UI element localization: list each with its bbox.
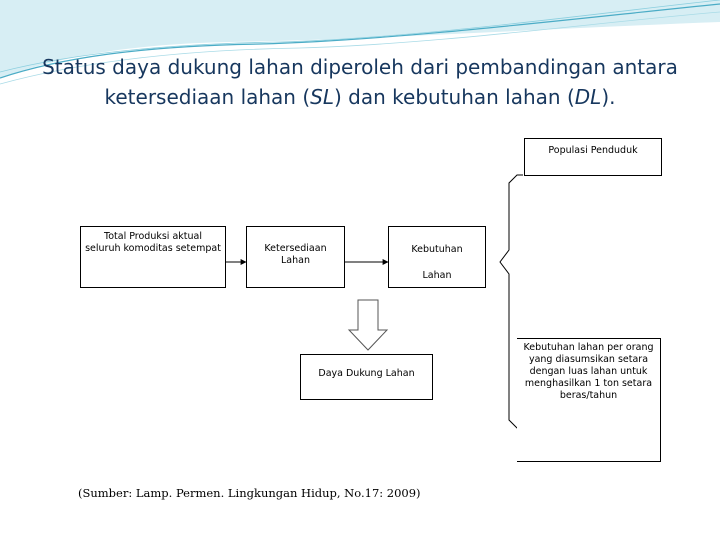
kebutuhan-line-2: Lahan [422, 270, 452, 281]
title-line-1: Status daya dukung lahan diperoleh dari pembandingan antara [42, 55, 678, 79]
per-orang-line-2: yang diasumsikan setara [528, 354, 649, 365]
box-populasi-penduduk [524, 138, 662, 176]
populasi-label: Populasi Penduduk [548, 145, 638, 156]
total-line-2: seluruh komoditas setempat [85, 243, 221, 254]
source-citation: (Sumber: Lamp. Permen. Lingkungan Hidup, No.17: 2009) [78, 486, 421, 500]
title-sl: SL [310, 85, 334, 109]
box-total-produksi [80, 226, 226, 288]
title-text-a: ketersediaan lahan ( [104, 85, 311, 109]
ketersediaan-line-1: Ketersediaan [264, 243, 327, 254]
per-orang-line-4: menghasilkan 1 ton setara [524, 378, 653, 389]
block-arrow-down [349, 300, 387, 350]
per-orang-line-3: dengan luas lahan untuk [529, 366, 648, 377]
title-text-b: ) dan kebutuhan lahan ( [334, 85, 575, 109]
title-text-c: ). [601, 85, 616, 109]
per-orang-top-border [517, 338, 661, 339]
kebutuhan-line-1: Kebutuhan [411, 244, 463, 255]
per-orang-line-5: beras/tahun [559, 390, 618, 401]
box-ketersediaan-lahan [246, 226, 345, 288]
box-daya-dukung-lahan [300, 354, 433, 400]
box-kebutuhan-lahan [388, 226, 486, 288]
daya-dukung-label: Daya Dukung Lahan [318, 368, 415, 379]
title-dl: DL [574, 85, 602, 109]
box-kebutuhan-per-orang [517, 338, 661, 462]
total-line-1: Total Produksi aktual [104, 231, 202, 242]
ketersediaan-line-2: Lahan [281, 255, 310, 266]
per-orang-line-1: Kebutuhan lahan per orang [523, 342, 654, 353]
